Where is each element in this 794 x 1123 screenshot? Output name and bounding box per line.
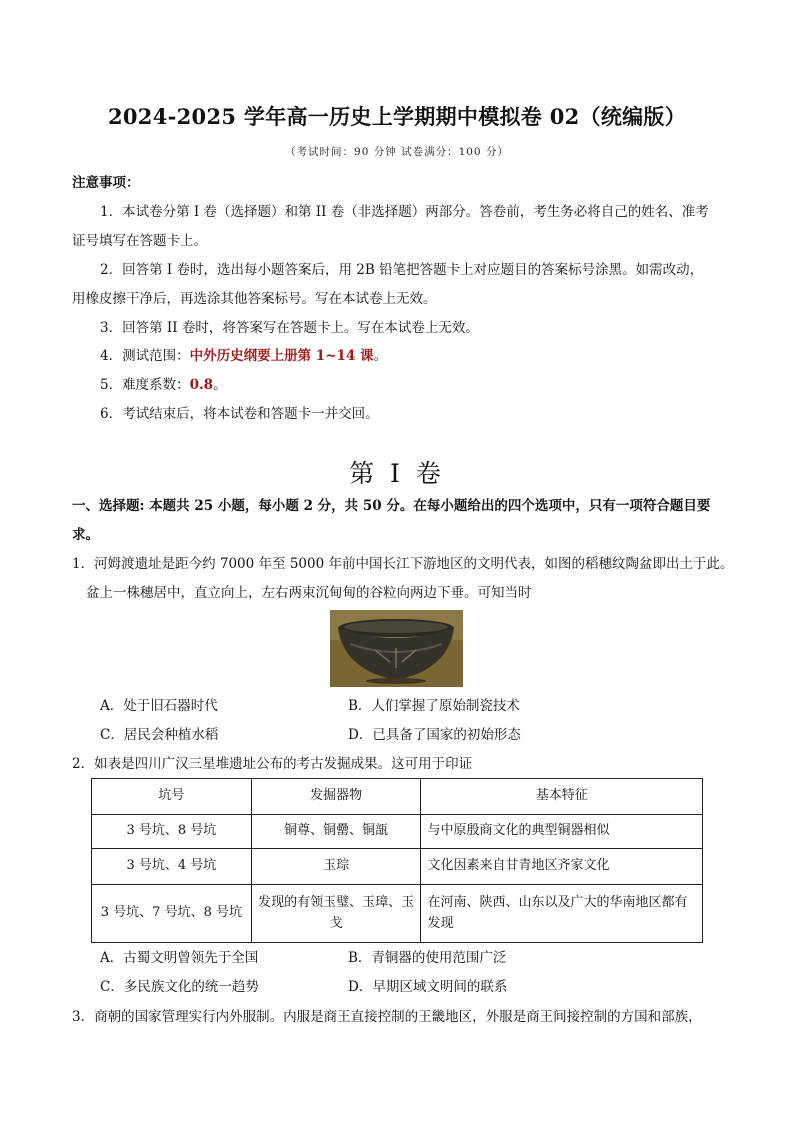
notice-item-1-cont: 证号填写在答题卡上。	[72, 233, 207, 249]
notice-item-5	[100, 379, 227, 393]
q2-option-a[interactable]: A．古蜀文明曾领先于全国	[100, 950, 259, 966]
q2-stem: 2．如表是四川广汉三星堆遗址公布的考古发掘成果。这可用于印证	[72, 756, 473, 772]
pottery-basin-photo	[330, 610, 463, 687]
notice-item-3: 3．回答第 II 卷时，将答案写在答题卡上。写在本试卷上无效。	[100, 320, 479, 336]
q2-option-b[interactable]: B．青铜器的使用范围广泛	[348, 950, 507, 966]
q2-option-d[interactable]: D．早期区域文明间的联系	[348, 979, 508, 995]
notice-item-5-prefix: 5．难度系数：	[100, 377, 190, 393]
exam-subtitle: （考试时间：90 分钟 试卷满分：100 分）	[285, 146, 509, 158]
table-header-cell: 发掘器物	[251, 779, 421, 815]
table-cell: 文化因素来自甘青地区齐家文化	[421, 849, 703, 885]
q1-stem: 1．河姆渡遗址是距今约 7000 年至 5000 年前中国长江下游地区的文明代表，如图的稻穗纹陶盆即出土于此。	[72, 556, 734, 572]
table-header-row	[92, 779, 703, 815]
table-cell: 3 号坑、8 号坑	[92, 815, 252, 849]
pottery-basin-illustration	[330, 610, 463, 687]
table-cell: 与中原殷商文化的典型铜器相似	[421, 815, 703, 849]
q1-option-b[interactable]: B．人们掌握了原始制瓷技术	[348, 698, 520, 714]
q3-stem: 3．商朝的国家管理实行内外服制。内服是商王直接控制的王畿地区，外服是商王间接控制的方国和部族，	[72, 1009, 702, 1025]
q2-option-c[interactable]: C．多民族文化的统一趋势	[100, 979, 259, 995]
table-cell: 3 号坑、7 号坑、8 号坑	[92, 885, 252, 943]
notice-item-2-cont: 用橡皮擦干净后，再选涂其他答案标号。写在本试卷上无效。	[72, 291, 437, 307]
test-scope-highlight: 中外历史纲要上册第 1~14 课	[189, 348, 374, 364]
section-instruction-prefix: 一、选择题:	[72, 498, 150, 514]
exam-title: 2024-2025 学年高一历史上学期期中模拟卷 02（统编版）	[107, 104, 687, 129]
table-row	[92, 849, 703, 885]
table-cell: 3 号坑、4 号坑	[92, 849, 252, 885]
table-row	[92, 815, 703, 849]
notice-heading: 注意事项：	[72, 175, 140, 191]
notice-item-6: 6．考试结束后，将本试卷和答题卡一并交回。	[100, 406, 379, 422]
notice-item-5-suffix: 。	[213, 377, 227, 393]
notice-item-1: 1．本试卷分第 I 卷（选择题）和第 II 卷（非选择题）两部分。答卷前，考生务必将自己的姓名、准考	[100, 204, 709, 220]
notice-item-2: 2．回答第 I 卷时，选出每小题答案后，用 2B 铅笔把答题卡上对应题目的答案标号涂黑。如需改动，	[100, 262, 704, 278]
table-cell: 玉琮	[251, 849, 421, 885]
section-instruction-cont: 求。	[72, 527, 99, 543]
difficulty-highlight: 0.8	[189, 377, 214, 393]
q1-option-d[interactable]: D．已具备了国家的初始形态	[348, 727, 521, 743]
q1-option-a[interactable]: A．处于旧石器时代	[100, 698, 218, 714]
section-instruction	[72, 500, 710, 514]
excavation-table	[91, 778, 703, 943]
q1-stem-cont: 盆上一株穗居中，直立向上，左右两束沉甸甸的谷粒向两边下垂。可知当时	[86, 585, 532, 601]
table-header-cell: 基本特征	[421, 779, 703, 815]
q1-option-c[interactable]: C．居民会种植水稻	[100, 727, 219, 743]
table-cell: 发现的有领玉璧、玉璋、玉戈	[251, 885, 421, 943]
table-cell: 铜尊、铜罍、铜瓿	[251, 815, 421, 849]
table-cell: 在河南、陕西、山东以及广大的华南地区都有发现	[421, 885, 703, 943]
section-instruction-bold: 本题共 25 小题，每小题 2 分，共 50 分。在每小题给出的四个选项中，只有一项符合题目要	[149, 498, 711, 514]
notice-item-4	[100, 350, 387, 364]
table-header-cell: 坑号	[92, 779, 252, 815]
notice-item-4-suffix: 。	[373, 348, 387, 364]
notice-item-4-prefix: 4．测试范围：	[100, 348, 190, 364]
section-title: 第 I 卷	[349, 459, 445, 488]
table-row	[92, 885, 703, 943]
